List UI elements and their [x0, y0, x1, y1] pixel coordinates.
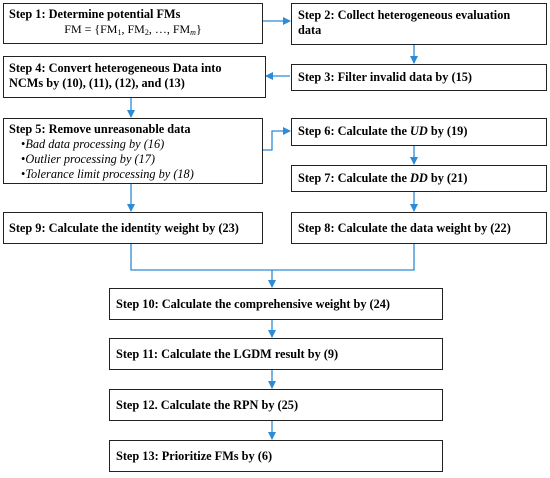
step-7-box [291, 165, 547, 192]
step-11-box [109, 338, 443, 370]
step-8-box [291, 212, 547, 244]
step-1-label: Step 1: Determine potential FMs [9, 7, 181, 21]
step-11-label: Step 11: Calculate the LGDM result by (9) [116, 347, 339, 361]
step-6-box [291, 118, 547, 146]
step-4-label-line2: NCMs by (10), (11), (12), and (13) [9, 76, 185, 90]
step-9-box [3, 212, 263, 244]
step-13-box [109, 440, 443, 472]
step-6-label: Step 6: Calculate the UD by (19) [298, 124, 468, 138]
step-3-label: Step 3: Filter invalid data by (15) [298, 70, 472, 84]
step-4-box [3, 56, 266, 98]
merge-connector [131, 244, 414, 270]
step-13-label: Step 13: Prioritize FMs by (6) [116, 449, 273, 463]
step-10-label: Step 10: Calculate the comprehensive weight by (24) [116, 297, 391, 311]
step-2-label-line1: Step 2: Collect heterogeneous evaluation [298, 8, 511, 22]
step-5-label: Step 5: Remove unreasonable data [9, 122, 191, 136]
step-12-label: Step 12. Calculate the RPN by (25) [116, 398, 299, 412]
tolerance-limit-bullet: •Tolerance limit processing by (18) [21, 167, 194, 181]
step-9-label: Step 9: Calculate the identity weight by (23) [9, 221, 239, 235]
step-7-label: Step 7: Calculate the DD by (21) [298, 171, 468, 185]
arrow-step5-to-step6 [263, 131, 290, 150]
step-12-box [109, 389, 443, 421]
step-10-box [109, 288, 443, 320]
outlier-bullet: •Outlier processing by (17) [21, 152, 155, 166]
step-1-box [3, 3, 263, 44]
step-3-box [291, 64, 547, 91]
step-8-label: Step 8: Calculate the data weight by (22) [298, 221, 511, 235]
step-2-box [291, 3, 547, 45]
bad-data-bullet: •Bad data processing by (16) [21, 137, 165, 151]
step-2-label-line2: data [298, 23, 322, 37]
fm-set-formula: FM = {$FM_1$, $FM_2$, …, $FM_m$} [64, 22, 202, 37]
step-4-label-line1: Step 4: Convert heterogeneous Data into [9, 61, 222, 75]
step-5-box [3, 118, 263, 184]
